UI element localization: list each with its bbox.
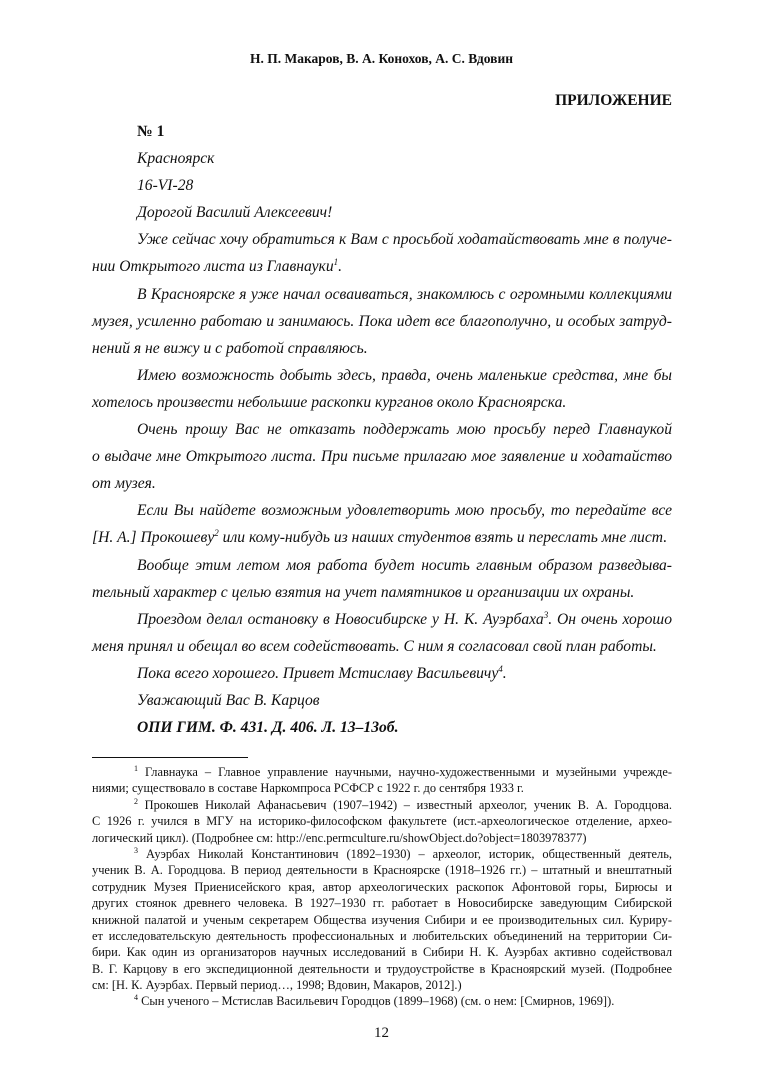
line-text: тельный характер с целью взятия на учет памятников и организации их охраны. bbox=[92, 583, 635, 601]
footnote-ref: 4 bbox=[498, 663, 503, 674]
footnote-text: Главнаука – Главное управление научными, научно-художественными и музейными учрежде- bbox=[145, 765, 672, 779]
line-text: Уважающий Вас В. Карцов bbox=[137, 691, 320, 709]
footnote-line bbox=[92, 928, 672, 944]
letter-line bbox=[92, 389, 672, 416]
footnote-text: книжной палатой и ученым секретарем Общества изучения Сибири и ее производительных сил. Куриру- bbox=[92, 912, 672, 927]
footnote-line bbox=[92, 993, 672, 1009]
line-text: В Красноярске я уже начал осваиваться, знакомлюсь с огромными коллекциями bbox=[137, 285, 672, 303]
letter-line bbox=[92, 606, 672, 633]
line-text: музея, усиленно работаю и занимаюсь. Пока идет все благополучно, и особых затруд- bbox=[92, 312, 672, 330]
footnote-line bbox=[92, 830, 672, 846]
line-text: о выдаче мне Открытого листа. При письме прилагаю мое заявление и ходатайство bbox=[92, 448, 672, 466]
line-text: хотелось произвести небольшие раскопки курганов около Красноярска. bbox=[92, 393, 567, 411]
letter-line bbox=[92, 497, 672, 524]
footnote-line bbox=[92, 895, 672, 911]
footnote-line bbox=[92, 912, 672, 928]
letter-line bbox=[92, 633, 672, 660]
footnote-text: Сын ученого – Мстислав Васильевич Городцов (1899–1968) (см. о нем: [Смирнов, 1969]). bbox=[141, 994, 615, 1009]
footnote-line bbox=[92, 961, 672, 977]
line-text-after: . Он очень хорошо bbox=[548, 610, 672, 628]
letter-line bbox=[92, 524, 672, 551]
line-text: Вообще этим летом моя работа будет носить главным образом разведыва- bbox=[137, 556, 672, 574]
letter-line bbox=[92, 579, 672, 606]
footnote-text: бири. Как один из организаторов научных исследований в Сибири Н. К. Ауэрбах активно содействовал bbox=[92, 945, 672, 960]
letter-line bbox=[92, 552, 672, 579]
footnote-divider bbox=[92, 757, 248, 758]
footnote-line bbox=[92, 797, 672, 813]
running-header-authors: Н. П. Макаров, В. А. Конохов, А. С. Вдовин bbox=[249, 51, 514, 66]
footnote-text: см: [Н. К. Ауэрбах. Первый период…, 1998; Вдовин, Макаров, 2012].) bbox=[92, 978, 462, 993]
line-text: Очень прошу Вас не отказать поддержать мою просьбу перед Главнаукой bbox=[137, 421, 672, 439]
footnote-line bbox=[92, 879, 672, 895]
line-text: Если Вы найдете возможным удовлетворить мою просьбу, то передайте все bbox=[137, 502, 672, 520]
line-text: Проездом делал остановку в Новосибирске у Н. К. Ауэрбаха bbox=[137, 610, 544, 628]
footnote-text: ниями; существовало в составе Наркомпроса РСФСР с 1922 г. до сентября 1933 г. bbox=[92, 781, 524, 796]
archive-source: ОПИ ГИМ. Ф. 431. Д. 406. Л. 13–13об. bbox=[137, 719, 399, 737]
footnote-number: 2 bbox=[134, 796, 138, 806]
footnote-text: С 1926 г. учился в МГУ на историко-философском факультете (ист.-археологическое отделение, архео- bbox=[92, 814, 672, 829]
line-text-after: . bbox=[502, 664, 507, 682]
line-text: нии Открытого листа из Главнауки bbox=[92, 258, 334, 276]
footnote-number: 1 bbox=[134, 764, 138, 773]
letter-place: Красноярск bbox=[137, 150, 215, 168]
footnote-line bbox=[92, 862, 672, 878]
footnotes bbox=[92, 764, 672, 1010]
footnote-text: В. Г. Карцову в его экспедиционной деятельности и трудоустройстве в Красноярский музей. (Подробнее bbox=[92, 961, 672, 976]
footnote-line bbox=[92, 813, 672, 829]
footnote-text: Ауэрбах Николай Константинович (1892–1930) – археолог, историк, общественный деятель, bbox=[145, 846, 672, 861]
footnote-line bbox=[92, 977, 672, 993]
letter-date: 16-VI-28 bbox=[137, 177, 194, 195]
letter-line bbox=[92, 416, 672, 443]
letter-line bbox=[92, 660, 672, 687]
line-text: нений я не вижу и с работой справляюсь. bbox=[92, 339, 368, 357]
line-text: Уже сейчас хочу обратиться к Вам с просьбой ходатайствовать мне в получе- bbox=[137, 231, 672, 249]
line-text: меня принял и обещал во всем содействовать. С ним я согласовал свой план работы. bbox=[92, 637, 657, 655]
footnote-ref: 1 bbox=[333, 257, 339, 268]
appendix-title: ПРИЛОЖЕНИЕ bbox=[555, 92, 672, 109]
letter-line bbox=[92, 308, 672, 335]
line-text: [Н. А.] Прокошеву bbox=[92, 529, 215, 547]
footnote-line bbox=[92, 764, 672, 780]
letter-line bbox=[92, 470, 672, 497]
footnote-number: 4 bbox=[134, 993, 138, 1003]
line-text: Пока всего хорошего. Привет Мстиславу Васильевичу bbox=[137, 664, 499, 682]
footnote-ref: 3 bbox=[543, 609, 549, 620]
letter-line bbox=[92, 443, 672, 470]
line-text: от музея. bbox=[92, 475, 156, 493]
page-number: 12 bbox=[374, 1025, 389, 1041]
letter-greeting: Дорогой Василий Алексеевич! bbox=[137, 204, 333, 222]
footnote-text: сотрудник Музея Приенисейского края, автор археологических раскопок Афонтовой горы, Бирюсы и bbox=[92, 879, 672, 894]
footnote-text: логический цикл). (Подробнее см: http://enc.permculture.ru/showObject.do?object=1803978377) bbox=[92, 830, 587, 845]
letter-line bbox=[92, 253, 672, 280]
footnote-text: Прокошев Николай Афанасьевич (1907–1942) – известный археолог, ученик В. А. Городцова. bbox=[144, 797, 672, 812]
line-text-after: . bbox=[338, 258, 343, 276]
footnote-line bbox=[92, 846, 672, 862]
footnote-ref: 2 bbox=[214, 528, 219, 539]
footnote-line bbox=[92, 780, 672, 796]
letter-line bbox=[92, 687, 672, 714]
footnote-text: ученик В. А. Городцова. В период деятельности в Красноярске (1918–1926 гг.) – штатный и внештатный bbox=[92, 863, 672, 878]
letter-number: № 1 bbox=[137, 123, 165, 140]
line-text: Имею возможность добыть здесь, правда, очень маленькие средства, мне бы bbox=[137, 366, 672, 384]
letter-line bbox=[92, 335, 672, 362]
letter-body bbox=[92, 118, 672, 741]
letter-line bbox=[92, 362, 672, 389]
letter-line bbox=[92, 281, 672, 308]
footnote-number: 3 bbox=[134, 845, 138, 855]
footnote-text: других стоянок древнего человека. В 1927–1930 гг. работает в Новосибирске заведующим Сибирской bbox=[92, 896, 672, 911]
footnote-text: ет исследовательскую деятельность профессиональных и любительских объединений на территории Си- bbox=[92, 928, 672, 943]
line-text-after: или кому-нибудь из наших студентов взять и переслать мне лист. bbox=[218, 529, 668, 547]
letter-line bbox=[92, 226, 672, 253]
footnote-line bbox=[92, 944, 672, 960]
